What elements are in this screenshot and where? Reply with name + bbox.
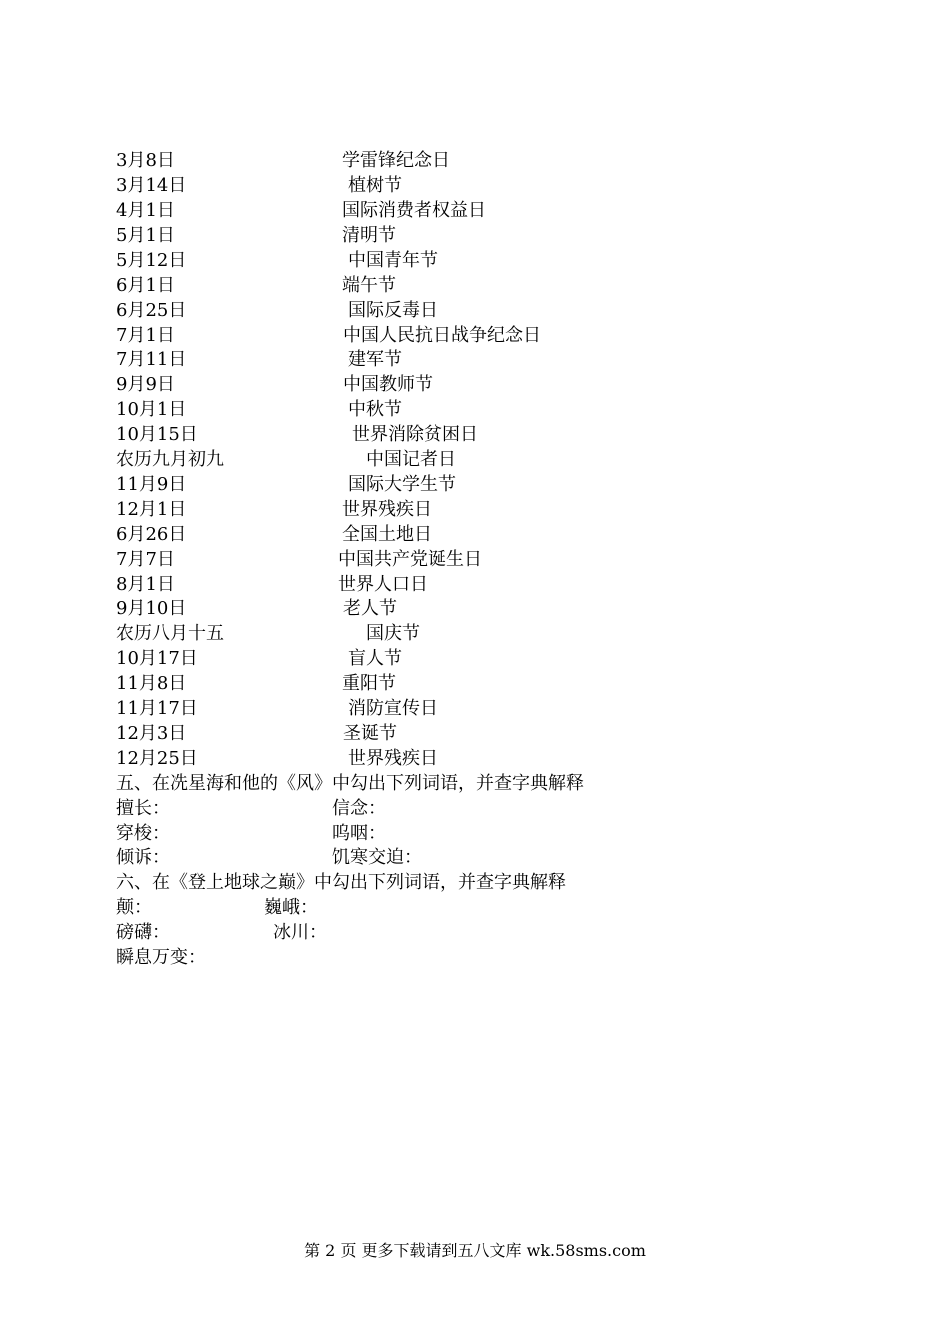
section-heading: 六、在《登上地球之巅》中勾出下列词语，并查字典解释 [116,872,566,893]
event-cell: 重阳节 [342,673,396,694]
date-cell: 4月1日 [116,200,175,221]
vocab-term: 倾诉： [116,847,170,868]
event-cell: 世界消除贫困日 [352,424,478,445]
section-heading: 五、在冼星海和他的《风》中勾出下列词语，并查字典解释 [116,773,584,794]
date-cell: 9月10日 [116,598,187,619]
date-cell: 12月25日 [116,748,198,769]
event-cell: 中国教师节 [343,374,433,395]
date-cell: 9月9日 [116,374,175,395]
event-cell: 中秋节 [348,399,402,420]
vocab-term: 信念： [332,798,386,819]
date-cell: 6月1日 [116,275,175,296]
vocab-term: 瞬息万变： [116,947,206,968]
event-cell: 端午节 [342,275,396,296]
event-cell: 国庆节 [366,623,420,644]
date-cell: 12月3日 [116,723,187,744]
event-cell: 全国土地日 [342,524,432,545]
event-cell: 中国青年节 [348,250,438,271]
vocab-term: 巍峨： [264,897,318,918]
date-cell: 10月15日 [116,424,198,445]
date-cell: 农历八月十五 [116,623,224,644]
date-cell: 11月17日 [116,698,198,719]
vocab-term: 穿梭： [116,823,170,844]
vocab-term: 擅长： [116,798,170,819]
date-cell: 7月1日 [116,325,175,346]
event-cell: 世界人口日 [338,574,428,595]
page-footer: 第 2 页 更多下载请到五八文库 wk.58sms.com [304,1241,646,1260]
date-cell: 5月12日 [116,250,187,271]
event-cell: 老人节 [343,598,397,619]
date-cell: 8月1日 [116,574,175,595]
date-cell: 5月1日 [116,225,175,246]
date-cell: 7月11日 [116,349,187,370]
vocab-term: 饥寒交迫： [332,847,422,868]
event-cell: 中国共产党诞生日 [338,549,482,570]
date-cell: 12月1日 [116,499,187,520]
date-cell: 3月14日 [116,175,187,196]
event-cell: 中国记者日 [366,449,456,470]
event-cell: 国际反毒日 [348,300,438,321]
date-cell: 3月8日 [116,150,175,171]
date-cell: 10月1日 [116,399,187,420]
date-cell: 10月17日 [116,648,198,669]
event-cell: 植树节 [348,175,402,196]
date-cell: 农历九月初九 [116,449,224,470]
date-cell: 6月25日 [116,300,187,321]
date-cell: 6月26日 [116,524,187,545]
event-cell: 消防宣传日 [348,698,438,719]
vocab-term: 颠： [116,897,152,918]
event-cell: 中国人民抗日战争纪念日 [343,325,541,346]
vocab-term: 磅礴： [116,922,170,943]
event-cell: 世界残疾日 [348,748,438,769]
date-cell: 7月7日 [116,549,175,570]
event-cell: 清明节 [342,225,396,246]
date-cell: 11月9日 [116,474,187,495]
event-cell: 学雷锋纪念日 [342,150,450,171]
event-cell: 国际消费者权益日 [342,200,486,221]
date-cell: 11月8日 [116,673,187,694]
event-cell: 盲人节 [348,648,402,669]
event-cell: 建军节 [348,349,402,370]
vocab-term: 冰川： [273,922,327,943]
event-cell: 圣诞节 [343,723,397,744]
event-cell: 世界残疾日 [342,499,432,520]
event-cell: 国际大学生节 [348,474,456,495]
vocab-term: 呜咽： [332,823,386,844]
